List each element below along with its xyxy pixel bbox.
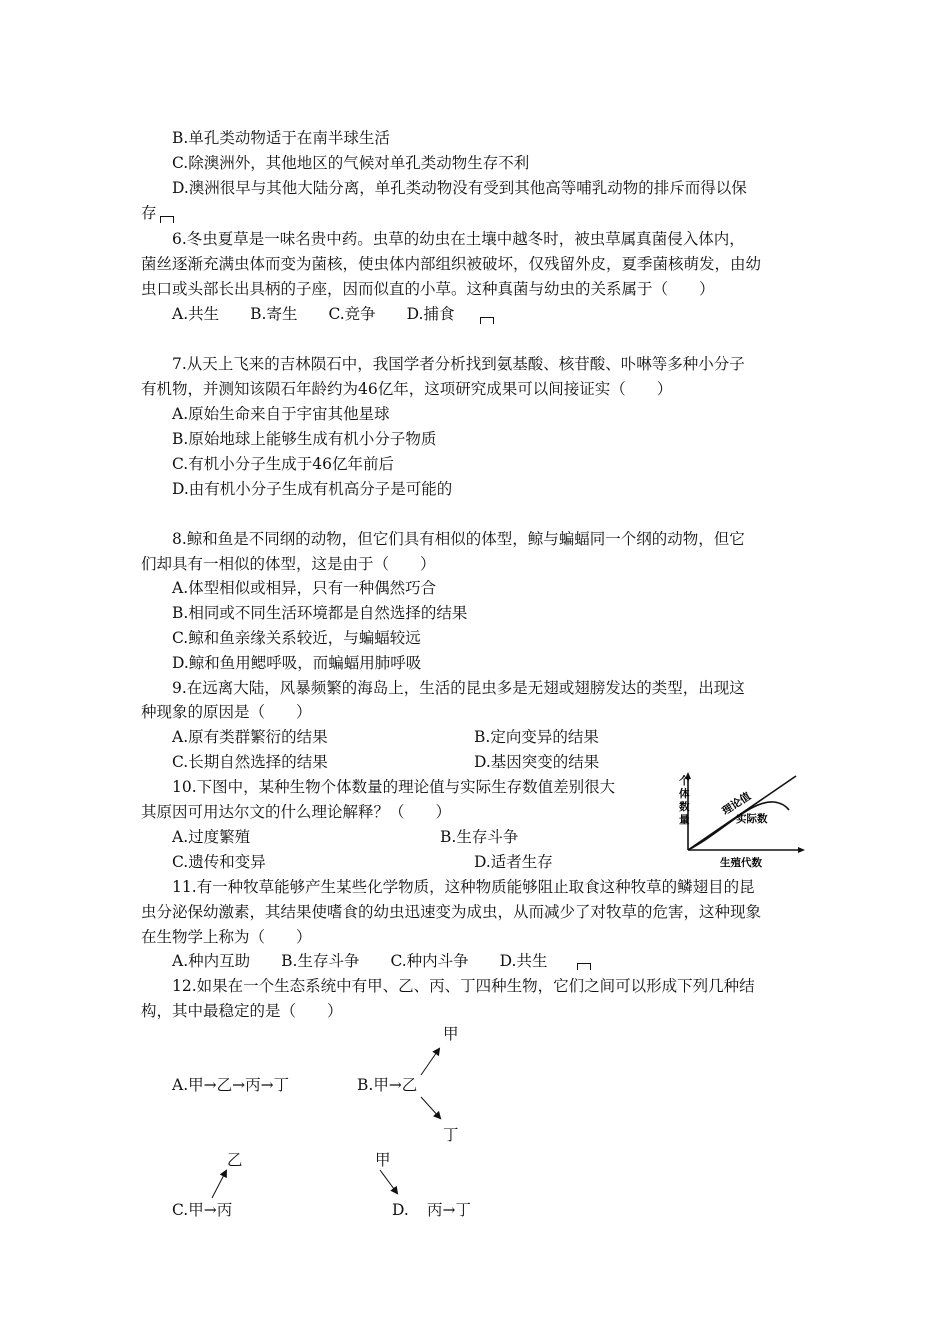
- q12-c-top: 乙: [227, 1151, 243, 1169]
- q10-stem-2: 其原因可用达尔文的什么理论解释？（ ）: [141, 803, 452, 821]
- q12-b-bottom: 丁: [443, 1126, 459, 1144]
- q10-option-d: D.适者生存: [474, 853, 553, 871]
- q7-option-c: C.有机小分子生成于46亿年前后: [172, 455, 394, 473]
- q11-stem: 11.有一种牧草能够产生某些化学物质，这种物质能够阻止取食这种牧草的鳞翅目的昆: [172, 878, 755, 896]
- q7-stem: 7.从天上飞来的吉林陨石中，我国学者分析找到氨基酸、核苷酸、卟啉等多种小分子: [172, 355, 745, 373]
- q6-stem: 6.冬虫夏草是一味名贵中药。虫草的幼虫在土壤中越冬时，被虫草属真菌侵入体内，: [172, 230, 745, 248]
- chart-ylabel-2: 体: [679, 788, 690, 800]
- return-mark-icon: [160, 216, 174, 223]
- return-mark-icon: [577, 963, 591, 970]
- q12-option-d: D.: [392, 1201, 409, 1219]
- q9-stem-2: 种现象的原因是（ ）: [141, 703, 312, 721]
- chart-xlabel: 生殖代数: [720, 857, 762, 869]
- q8-option-c: C.鲸和鱼亲缘关系较近，与蝙蝠较远: [172, 629, 421, 647]
- q12-option-a: A.甲→乙→丙→丁: [172, 1076, 290, 1094]
- q8-option-b: B.相同或不同生活环境都是自然选择的结果: [172, 604, 468, 622]
- q7-stem-2: 有机物，并测知该陨石年龄约为46亿年，这项研究成果可以间接证实（ ）: [141, 380, 673, 398]
- q11-stem-2: 虫分泌保幼激素，其结果使嗜食的幼虫迅速变为成虫，从而减少了对牧草的危害，这种现象: [141, 903, 762, 921]
- q11-options: A.种内互助 B.生存斗争 C.种内斗争 D.共生: [172, 952, 548, 970]
- q12-option-b: B.甲→乙: [357, 1076, 418, 1094]
- q5-option-d-cont: 存: [141, 204, 157, 222]
- chart-ylabel-1: 个: [679, 775, 690, 787]
- q9-option-c: C.长期自然选择的结果: [172, 753, 328, 771]
- q6-stem-3: 虫口或头部长出具柄的子座，因而似直的小草。这种真菌与幼虫的关系属于（ ）: [141, 280, 715, 298]
- arrow-c-up: [212, 1171, 226, 1198]
- q12-option-c: C.甲→丙: [172, 1201, 233, 1219]
- q8-option-a: A.体型相似或相异，只有一种偶然巧合: [172, 579, 437, 597]
- q8-stem: 8.鲸和鱼是不同纲的动物，但它们具有相似的体型，鲸与蝙蝠同一个纲的动物，但它: [172, 530, 745, 548]
- q12-d-top: 甲: [375, 1151, 391, 1169]
- q12-d-right: 丙→丁: [427, 1201, 471, 1219]
- chart-ylabel-4: 量: [679, 814, 690, 826]
- q8-stem-2: 们却具有一相似的体型，这是由于（ ）: [141, 555, 436, 573]
- q5-option-b: B.单孔类动物适于在南半球生活: [172, 129, 390, 147]
- q10-option-c: C.遗传和变异: [172, 853, 266, 871]
- arrow-b-down: [421, 1097, 440, 1118]
- q8-option-d: D.鲸和鱼用鳃呼吸，而蝙蝠用肺呼吸: [172, 654, 422, 672]
- chart-x-arrow: [798, 847, 805, 853]
- q9-option-d: D.基因突变的结果: [474, 753, 600, 771]
- population-chart: [668, 770, 810, 870]
- q6-stem-2: 菌丝逐渐充满虫体而变为菌核，使虫体内部组织被破坏，仅残留外皮，夏季菌核萌发，由幼: [141, 255, 762, 273]
- q12-stem-2: 构，其中最稳定的是（ ）: [141, 1002, 343, 1020]
- chart-ylabel-3: 数: [679, 801, 690, 813]
- q6-options: A.共生 B.寄生 C.竞争 D.捕食: [172, 305, 455, 323]
- chart-theory-label: 理论值: [720, 790, 754, 818]
- return-mark-icon: [480, 317, 494, 324]
- q9-option-a: A.原有类群繁衍的结果: [172, 728, 328, 746]
- q10-stem: 10.下图中，某种生物个体数量的理论值与实际生存数值差别很大: [172, 778, 616, 796]
- q9-option-b: B.定向变异的结果: [474, 728, 599, 746]
- q11-stem-3: 在生物学上称为（ ）: [141, 928, 312, 946]
- q10-option-a: A.过度繁殖: [172, 828, 251, 846]
- q7-option-a: A.原始生命来自于宇宙其他星球: [172, 405, 390, 423]
- arrow-d-down: [380, 1170, 397, 1193]
- q5-option-c: C.除澳洲外，其他地区的气候对单孔类动物生存不利: [172, 154, 530, 172]
- q7-option-d: D.由有机小分子生成有机高分子是可能的: [172, 480, 453, 498]
- chart-actual-label: 实际数: [736, 813, 768, 825]
- q12-b-top: 甲: [443, 1025, 459, 1043]
- q12-stem: 12.如果在一个生态系统中有甲、乙、丙、丁四种生物，它们之间可以形成下列几种结: [172, 977, 755, 995]
- q5-option-d: D.澳洲很早与其他大陆分离，单孔类动物没有受到其他高等哺乳动物的排斥而得以保: [172, 179, 747, 197]
- arrow-b-up: [421, 1049, 439, 1075]
- q7-option-b: B.原始地球上能够生成有机小分子物质: [172, 430, 437, 448]
- q9-stem: 9.在远离大陆，风暴频繁的海岛上，生活的昆虫多是无翅或翅膀发达的类型，出现这: [172, 679, 745, 697]
- q10-option-b: B.生存斗争: [440, 828, 519, 846]
